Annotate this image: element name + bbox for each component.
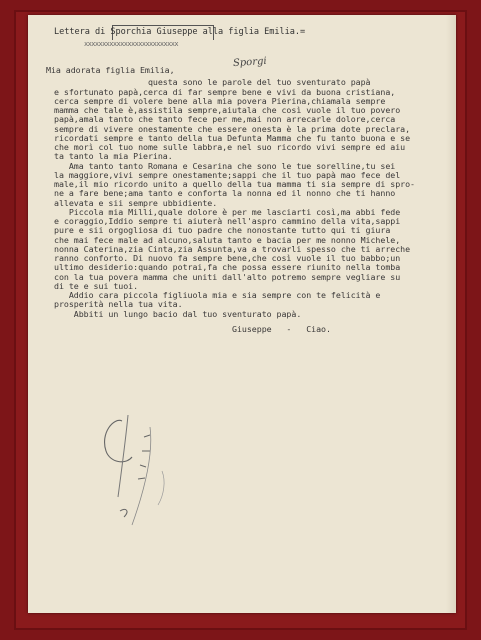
letter-line: papà,amala tanto che tanto fece per me,mai non arrecarle dolore,cerca xyxy=(54,114,396,125)
letter-line: ta tanto la mia Pierina. xyxy=(54,151,173,162)
letter-line: la maggiore,vivi sempre onestamente;sappi che il tuo papà mao fece del xyxy=(54,169,401,180)
letter-line: ne a fare bene;ama tanto e conforta la nonna ed il nonno che ti hanno xyxy=(54,188,396,199)
letter-line: questa sono le parole del tuo sventurato papà xyxy=(54,77,371,88)
letter-line: e sfortunato papà,cerca di far sempre bene e vivi da buona cristiana, xyxy=(54,86,396,97)
letter-line: cerca sempre di volere bene alla mia povera Pierina,chiamala sempre xyxy=(54,95,386,106)
letter-line: ultimo desiderio:quando potrai,fa che possa essere riunito nella tomba xyxy=(54,262,401,273)
letter-header: Lettera di Sporchia Giuseppe alla figlia Emilia.= xyxy=(54,27,306,37)
letter-line: male,il mio ricordo unito a quello della tua mamma ti sia sempre di spro- xyxy=(54,179,415,189)
letter-paper xyxy=(28,15,456,613)
letter-line: allevata e sii sempre ubbidiente. xyxy=(54,197,218,208)
letter-line: nonna Caterina,zia Cinta,zia Assunta,va a trovarli spesso che ti arreche xyxy=(54,243,411,254)
letter-line: Piccola mia Milli,quale dolore è per me lasciarti così,ma abbi fede xyxy=(54,206,401,217)
header-crosses: xxxxxxxxxxxxxxxxxxxxxxxxxx xyxy=(84,40,178,48)
letter-line: Ama tanto tanto Romana e Cesarina che sono le tue sorelline,tu sei xyxy=(54,160,396,171)
letter-line: Addio cara piccola figliuola mia e sia sempre con te felicità e xyxy=(54,290,381,300)
letter-line: con la tua povera mamma che uniti dall'alto potremo sempre vegliare su xyxy=(54,271,401,282)
letter-line: Mia adorata figlia Emilia, xyxy=(46,65,175,75)
letter-line: che mai fece male ad alcuno,saluta tanto e bacia per me nonno Michele, xyxy=(54,234,401,245)
letter-line: ricordati sempre e tanto della tua Defunta Mamma che fu tanto buona e se xyxy=(54,132,411,143)
letter-line: e coraggio,Iddio sempre ti aiuterà nell'aspro cammino della vita,sappi xyxy=(54,216,401,226)
letter-line: prosperità nella tua vita. xyxy=(54,299,183,310)
letter-line: sempre di vivere onestamente che essere onesta è la prima dote preclara, xyxy=(54,123,411,134)
signature-line: Giuseppe - Ciao. xyxy=(54,323,331,334)
letter-line: Abbiti un lungo bacio dal tuo sventurato papà. xyxy=(54,308,302,319)
letter-line: che morì col tuo nome sulle labbra,e nel suo ricordo vivi sempre ed aiu xyxy=(54,142,406,152)
letter-line: mamma che tale è,assistila sempre,aiutala che così vuole il tuo povero xyxy=(54,105,401,115)
letter-line: pure e sii orgogliosa di tuo padre che nonostante tutto qui ti giura xyxy=(54,225,391,236)
letter-line: di te e sui tuoi. xyxy=(54,280,139,291)
handwritten-scribble xyxy=(92,407,212,537)
handwritten-note: Sporgi xyxy=(232,55,267,70)
letter-line: ranno conforto. Di nuovo fa sempre bene,che così vuole il tuo babbo;un xyxy=(54,253,401,263)
